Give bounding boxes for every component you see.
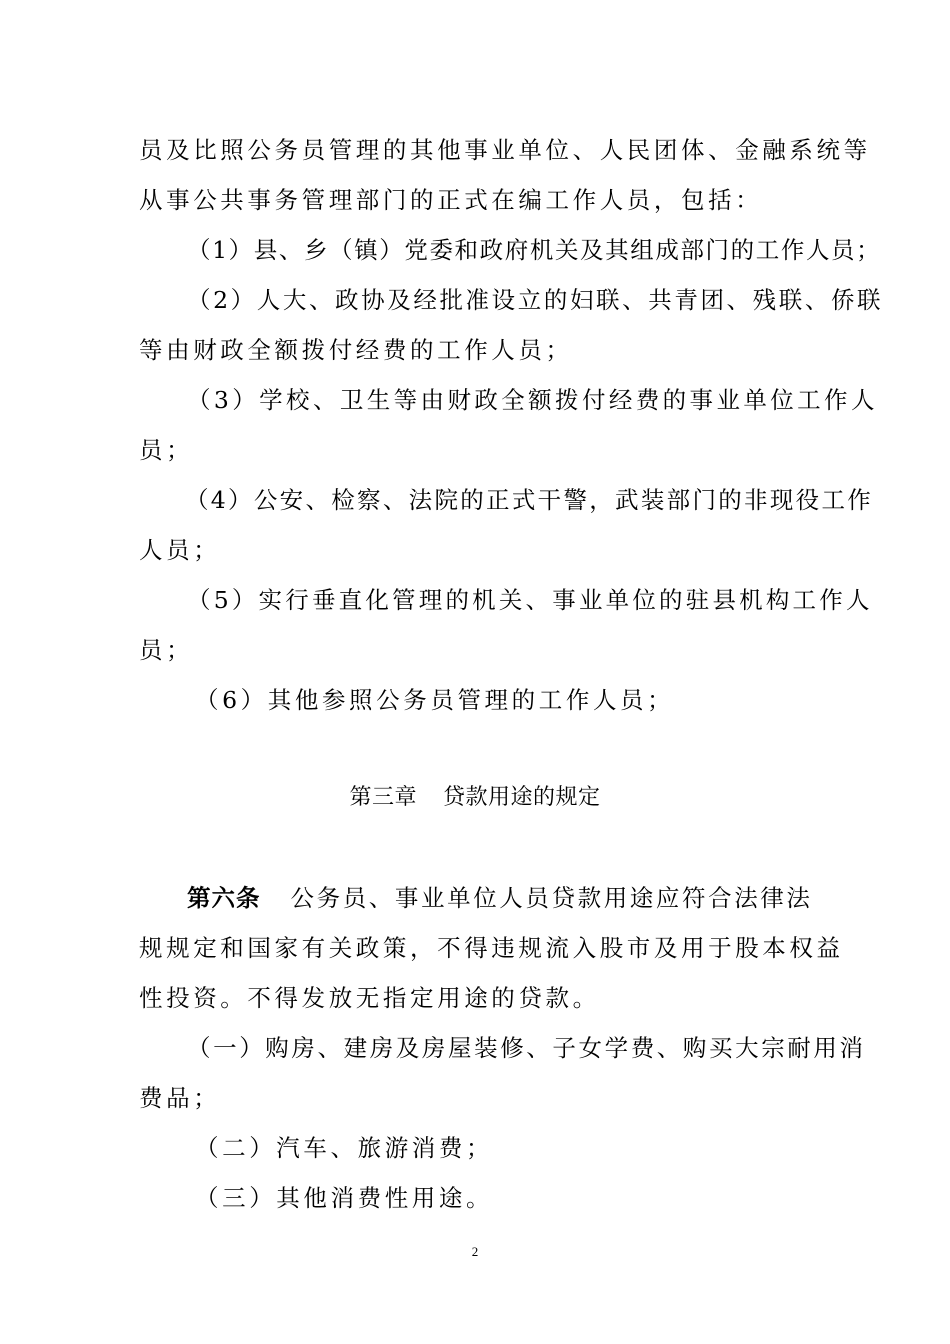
paragraph-line: 员及比照公务员管理的其他事业单位、人民团体、金融系统等 [139,136,871,164]
chapter-title: 贷款用途的规定 [443,785,601,810]
list-item: （2）人大、政协及经批准设立的妇联、共青团、残联、侨联 [187,286,884,314]
list-item-continuation: 员； [139,636,194,664]
list-item: （一）购房、建房及房屋装修、子女学费、购买大宗耐用消 [187,1034,866,1062]
list-item: （4）公安、检察、法院的正式干警，武装部门的非现役工作 [185,486,874,514]
article-line [187,884,813,912]
list-item-continuation: 员； [139,436,194,464]
paragraph-line: 从事公共事务管理部门的正式在编工作人员，包括： [139,186,763,214]
list-item-continuation: 费品； [139,1084,221,1112]
article-line: 性投资。不得发放无指定用途的贷款。 [139,984,600,1012]
article-label: 第六条 [187,884,261,912]
list-item: （3）学校、卫生等由财政全额拨付经费的事业单位工作人 [187,386,878,414]
list-item: （5）实行垂直化管理的机关、事业单位的驻县机构工作人 [187,586,873,614]
list-item: （1）县、乡（镇）党委和政府机关及其组成部门的工作人员； [187,236,882,264]
chapter-number: 第三章 [349,785,417,810]
list-item-continuation: 人员； [139,536,221,564]
page-number: 2 [471,1244,479,1259]
article-line: 规规定和国家有关政策，不得违规流入股市及用于股本权益 [139,934,844,962]
article-text: 公务员、事业单位人员贷款用途应符合法律法 [290,884,813,912]
list-item: （三）其他消费性用途。 [195,1184,494,1212]
list-item-continuation: 等由财政全额拨付经费的工作人员； [139,336,573,364]
chapter-heading [0,784,950,812]
list-item: （二）汽车、旅游消费； [195,1134,494,1162]
list-item: （6）其他参照公务员管理的工作人员； [195,686,675,714]
